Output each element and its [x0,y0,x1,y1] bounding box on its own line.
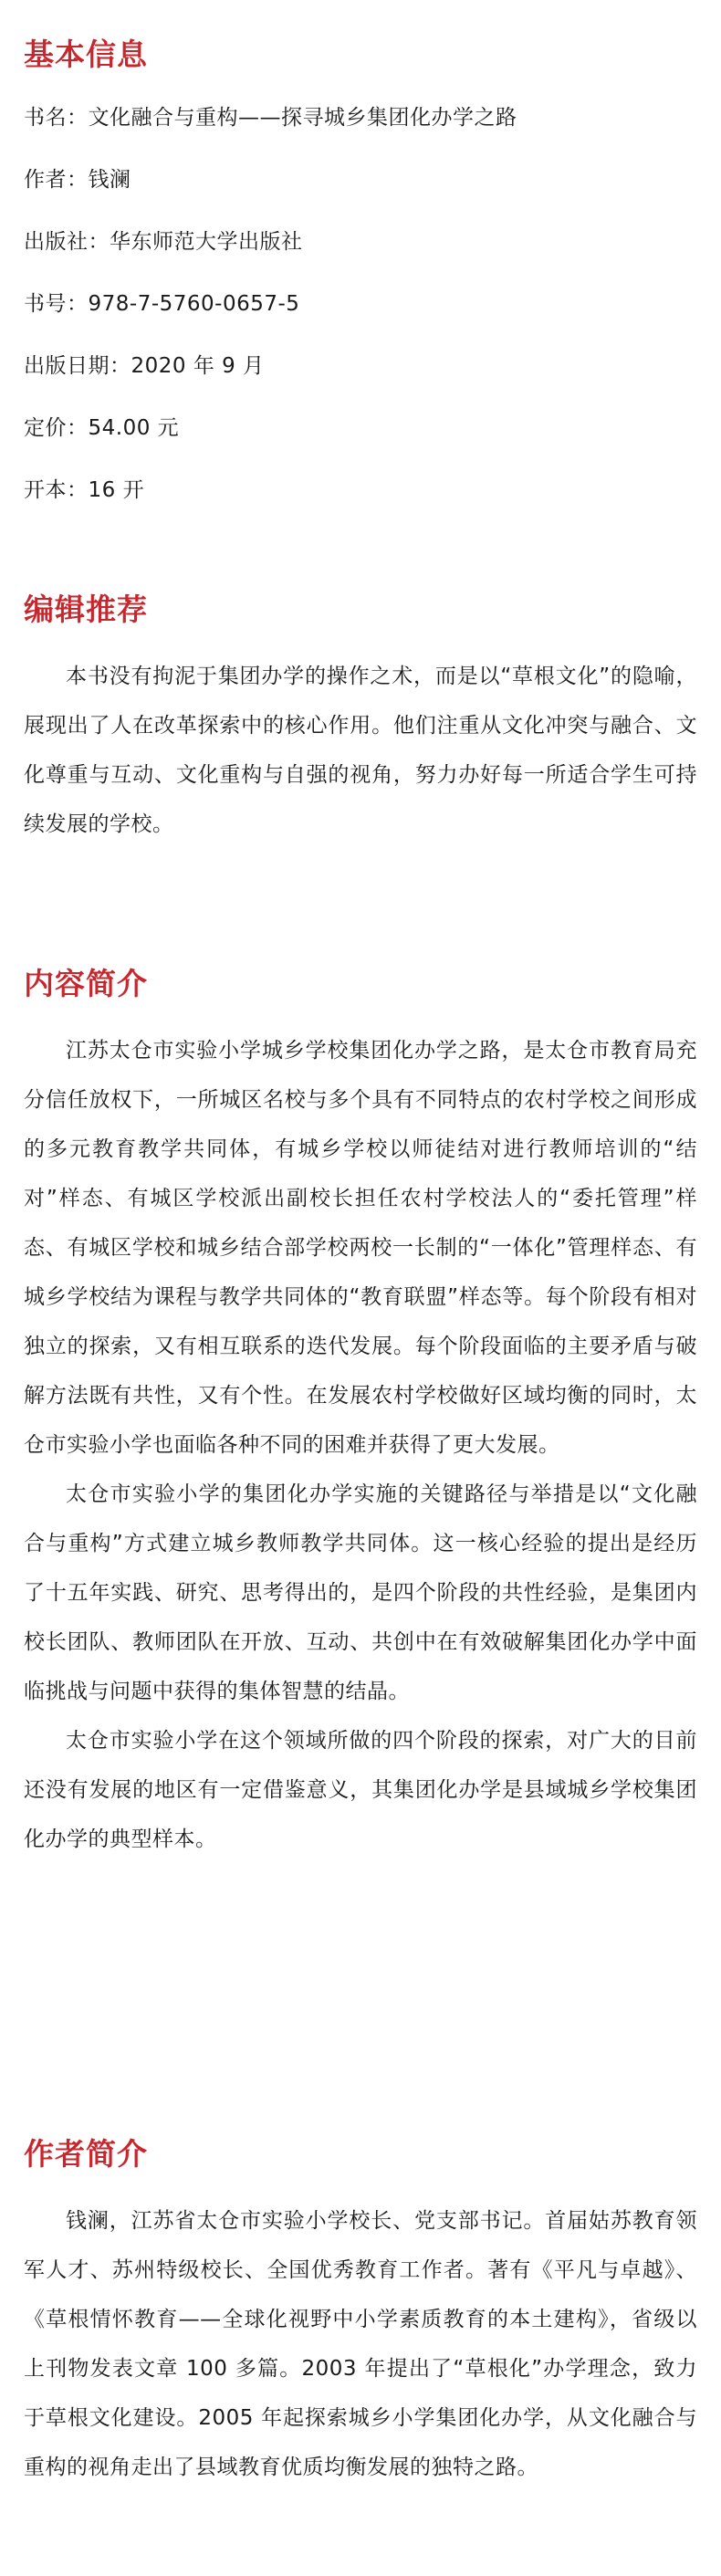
basic-info-list [24,104,697,504]
basic-info-section [24,37,697,539]
editor-recommendation-section [24,592,697,849]
author-paragraph: 钱澜，江苏省太仓市实验小学校长、党支部书记。首届姑苏教育领军人才、苏州特级校长、全国优秀教育工作者。著有《平凡与卓越》、《草根情怀教育——全球化视野中小学素质教育的本土建构》，省级以上刊物发表文章 100 多篇。2003 年提出了“草根化”办学理念，致力于草根文化建设。2005 年起探索城乡小学集团化办学，从文化融合与重构的视角走出了县域教育优质均衡发展的独特之路。 [24,2209,697,2479]
content-summary-section [24,966,697,1864]
content-paragraph-1: 江苏太仓市实验小学城乡学校集团化办学之路，是太仓市教育局充分信任放权下，一所城区名校与多个具有不同特点的农村学校之间形成的多元教育教学共同体，有城乡学校以师徒结对进行教师培训的“结对”样态、有城区学校派出副校长担任农村学校法人的“委托管理”样态、有城区学校和城乡结合部学校两校一长制的“一体化”管理样态、有城乡学校结为课程与教学共同体的“教育联盟”样态等。每个阶段有相对独立的探索，又有相互联系的迭代发展。每个阶段面临的主要矛盾与破解方法既有共性，又有个性。在发展农村学校做好区域均衡的同时，太仓市实验小学也面临各种不同的困难并获得了更大发展。 [24,1039,697,1457]
author-line: 作者：钱澜 [24,168,131,192]
author-intro-section [24,2136,697,2492]
book-title-line: 书名：文化融合与重构——探寻城乡集团化办学之路 [24,106,517,130]
isbn-line: 书号：978-7-5760-0657-5 [24,292,300,316]
content-summary-body [24,1026,697,1864]
editor-recommendation-body [24,652,697,849]
editor-paragraph: 本书没有拘泥于集团办学的操作之术，而是以“草根文化”的隐喻，展现出了人在改革探索中的核心作用。他们注重从文化冲突与融合、文化尊重与互动、文化重构与自强的视角，努力办好每一所适合学生可持续发展的学校。 [24,665,697,836]
content-paragraph-2: 太仓市实验小学的集团化办学实施的关键路径与举措是以“文化融合与重构”方式建立城乡教师教学共同体。这一核心经验的提出是经历了十五年实践、研究、思考得出的，是四个阶段的共性经验，是集团内校长团队、教师团队在开放、互动、共创中在有效破解集团化办学中面临挑战与问题中获得的集体智慧的结晶。 [24,1482,697,1703]
publish-date-line: 出版日期：2020 年 9 月 [24,354,265,378]
publisher-line: 出版社：华东师范大学出版社 [24,230,303,254]
format-line: 开本：16 开 [24,478,145,502]
editor-recommendation-title: 编辑推荐 [24,592,148,627]
basic-info-title: 基本信息 [24,37,148,72]
author-intro-body [24,2196,697,2492]
price-line: 定价：54.00 元 [24,416,180,440]
content-summary-title: 内容简介 [24,966,148,1001]
author-intro-title: 作者简介 [24,2136,148,2172]
content-paragraph-3: 太仓市实验小学在这个领域所做的四个阶段的探索，对广大的目前还没有发展的地区有一定借鉴意义，其集团化办学是县域城乡学校集团化办学的典型样本。 [24,1729,697,1851]
